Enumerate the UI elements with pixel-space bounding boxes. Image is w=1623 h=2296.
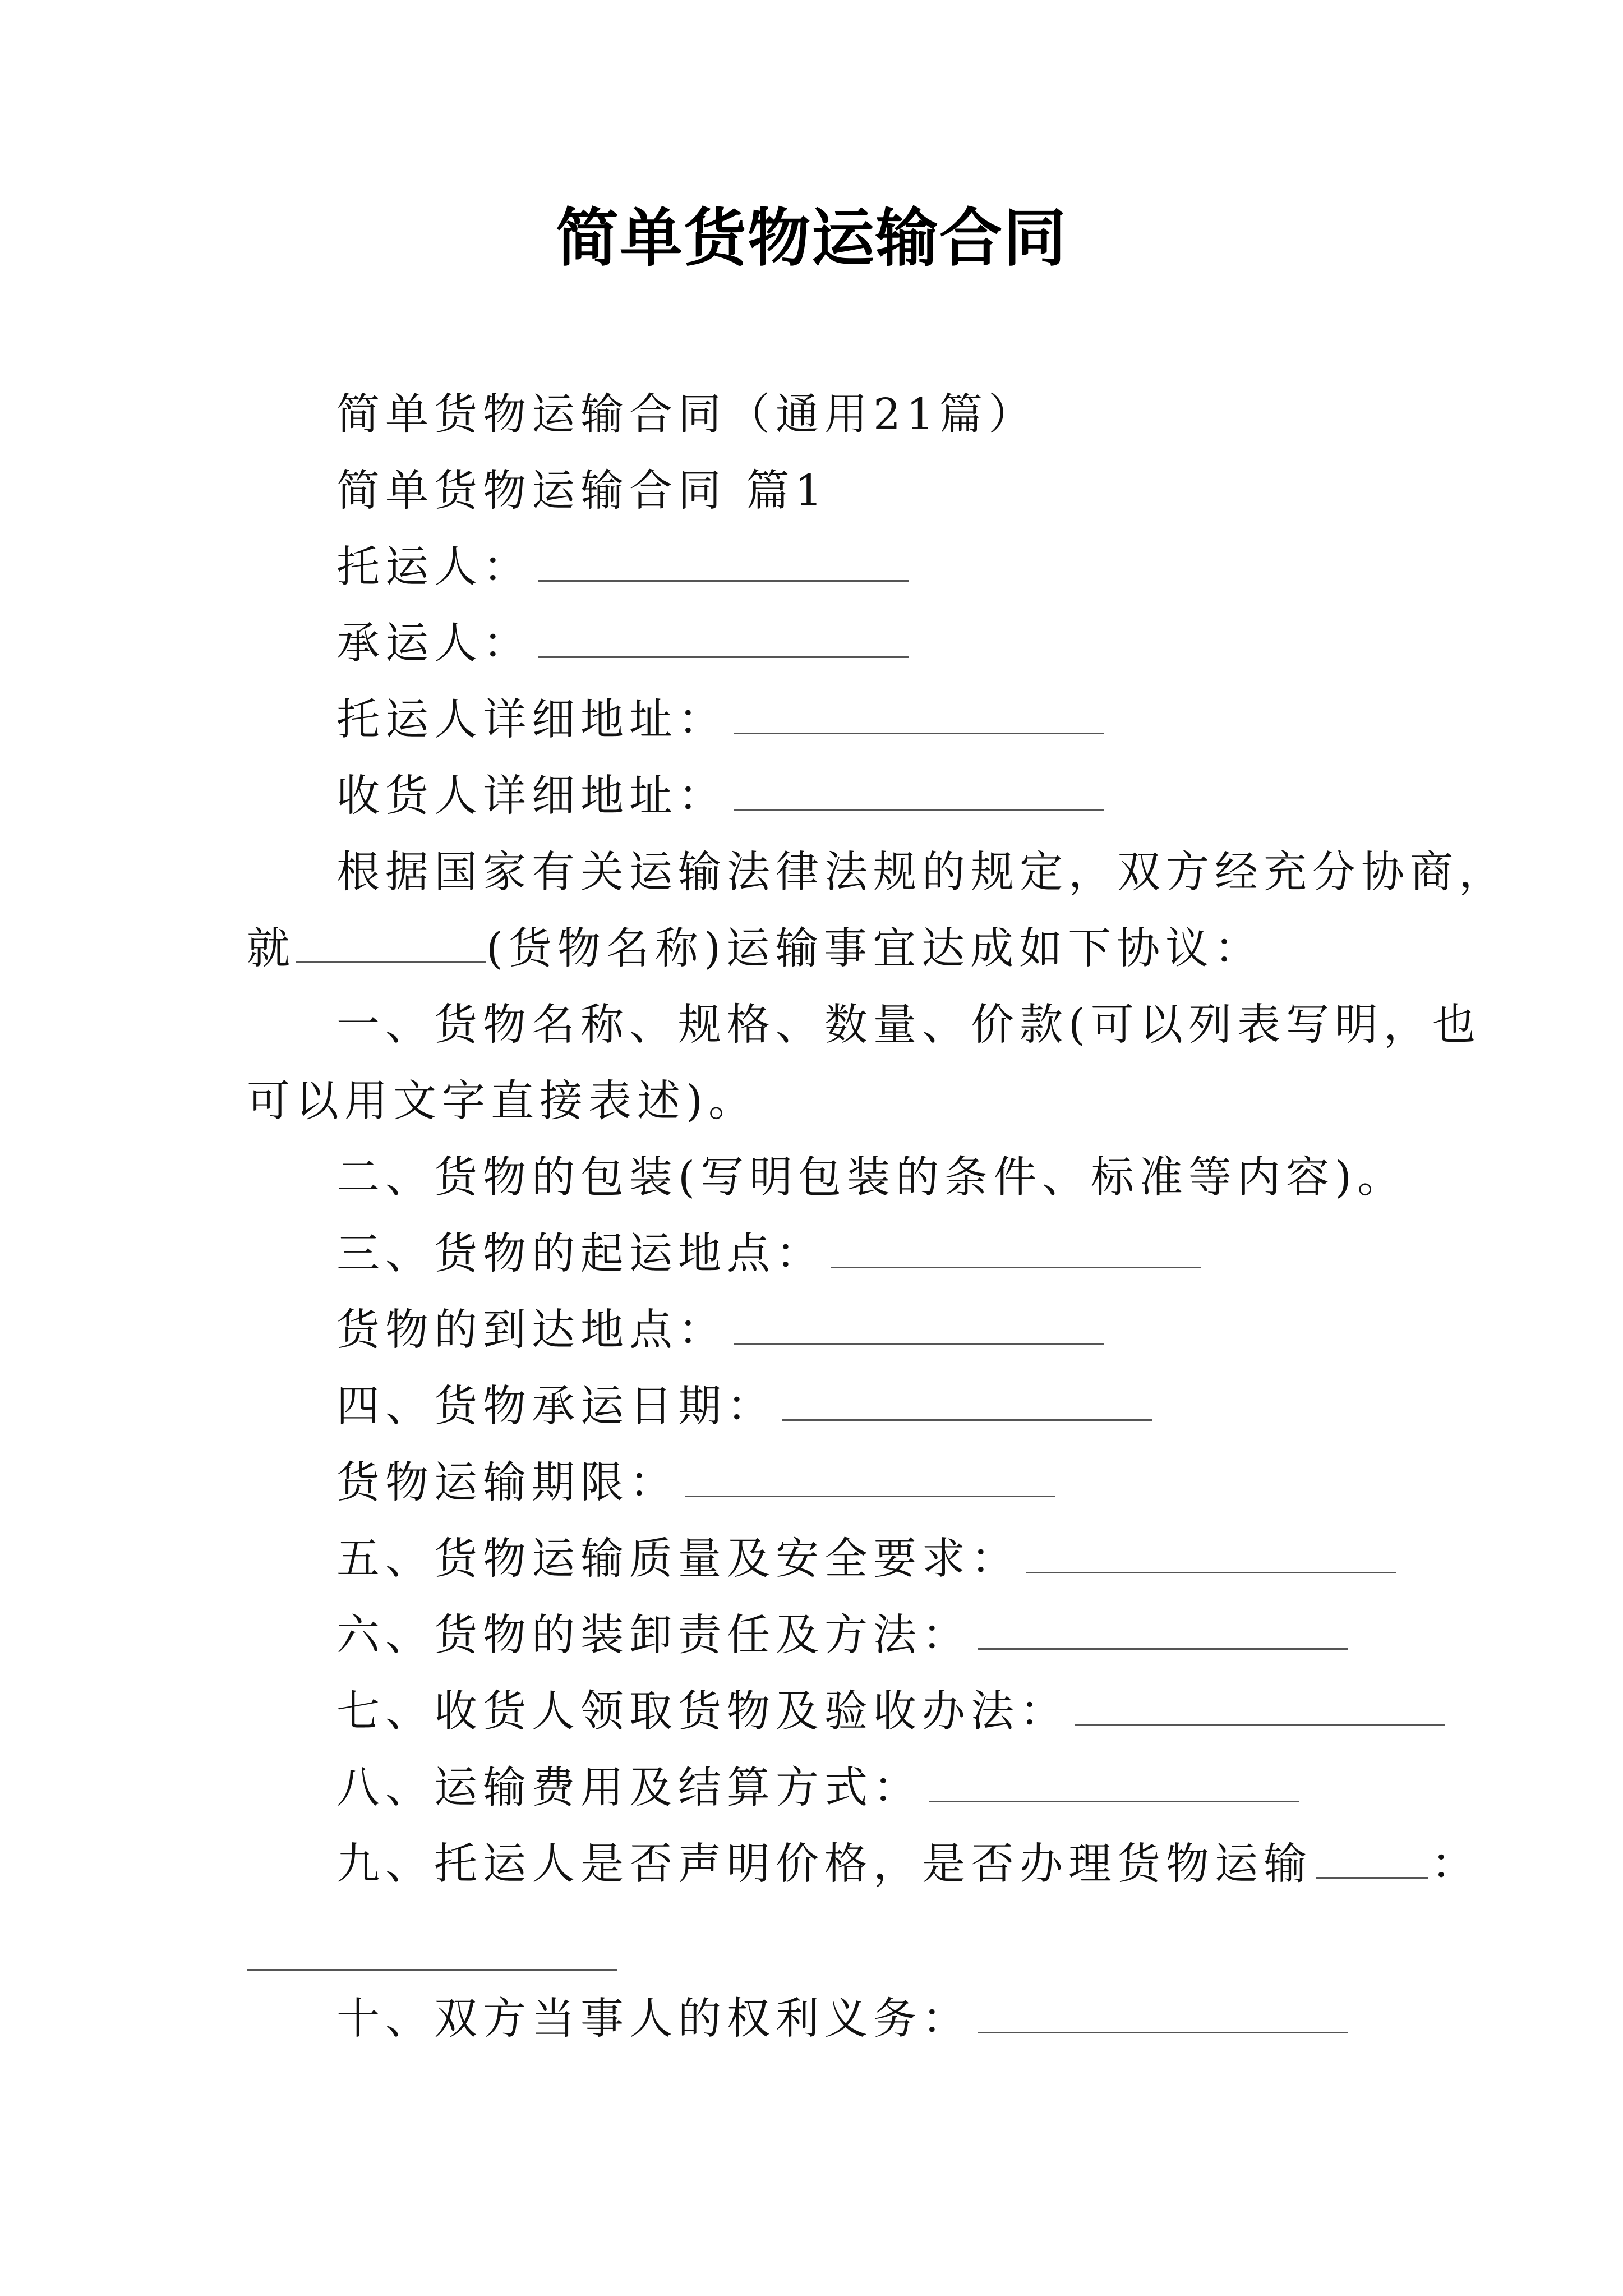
- clause-3b-label: 货物的到达地点：: [336, 1305, 727, 1355]
- carrier-label: 承运人：: [336, 619, 532, 669]
- clause-4a: [336, 1379, 1152, 1435]
- clause-1-line-2: 可以用文字直接表述)。: [247, 1076, 758, 1126]
- clause-6-label: 六、货物的装卸责任及方法：: [336, 1611, 971, 1660]
- preamble-line-2: [247, 921, 1263, 977]
- clause-10-label: 十、双方当事人的权利义务：: [336, 1994, 971, 2044]
- preamble-prefix: 就: [247, 924, 296, 974]
- section-heading: 简单货物运输合同 篇1: [336, 466, 828, 516]
- clause-2: 二、货物的包装(写明包装的条件、标准等内容)。: [336, 1153, 1407, 1203]
- shipper-address-label: 托运人详细地址：: [336, 695, 727, 745]
- document-title: 简单货物运输合同: [556, 201, 1067, 275]
- quality-blank: [1026, 1533, 1396, 1573]
- subtitle: 简单货物运输合同（通用21篇）: [336, 390, 1037, 440]
- clause-6: [336, 1608, 1348, 1664]
- clause-4b-label: 货物运输期限：: [336, 1458, 678, 1508]
- acceptance-blank: [1075, 1685, 1445, 1726]
- clause-7-label: 七、收货人领取货物及验收办法：: [336, 1687, 1068, 1737]
- clause-9: [336, 1837, 1480, 1893]
- rights-blank: [978, 1993, 1348, 2033]
- clause-8-label: 八、运输费用及结算方式：: [336, 1763, 922, 1813]
- clause-4b: [336, 1455, 1055, 1511]
- shipper-label: 托运人：: [336, 542, 532, 592]
- shipper-blank: [538, 541, 909, 582]
- carrier-blank: [538, 617, 909, 658]
- clause-9-answer-blank: [247, 1969, 617, 1971]
- clause-3a-label: 三、货物的起运地点：: [336, 1229, 824, 1279]
- insurance-blank: [1316, 1838, 1428, 1879]
- clause-9-label: 九、托运人是否声明价格，是否办理货物运输: [336, 1839, 1312, 1889]
- origin-blank: [831, 1227, 1201, 1268]
- goods-name-blank: [296, 922, 486, 963]
- clause-4a-label: 四、货物承运日期：: [336, 1382, 776, 1432]
- clause-1-line-1: 一、货物名称、规格、数量、价款(可以列表写明，也: [336, 1000, 1482, 1050]
- shipper-field: [336, 540, 909, 596]
- clause-10: [336, 1991, 1348, 2047]
- clause-5: [336, 1531, 1396, 1588]
- clause-3a: [336, 1226, 1201, 1282]
- clause-9-colon: ：: [1431, 1839, 1480, 1889]
- shipper-address-blank: [734, 693, 1104, 734]
- consignee-address-label: 收货人详细地址：: [336, 771, 727, 821]
- loading-blank: [978, 1609, 1348, 1650]
- clause-7: [336, 1684, 1445, 1740]
- destination-blank: [734, 1304, 1104, 1345]
- clause-8: [336, 1760, 1299, 1816]
- fees-blank: [929, 1761, 1299, 1802]
- consignee-address-blank: [734, 770, 1104, 811]
- transport-period-blank: [685, 1456, 1055, 1497]
- preamble-line-1: 根据国家有关运输法律法规的规定，双方经充分协商，: [336, 848, 1507, 898]
- shipping-date-blank: [782, 1380, 1152, 1421]
- clause-5-label: 五、货物运输质量及安全要求：: [336, 1534, 1020, 1584]
- consignee-address-field: [336, 769, 1104, 825]
- carrier-field: [336, 616, 909, 672]
- clause-3b: [336, 1303, 1104, 1359]
- shipper-address-field: [336, 692, 1104, 748]
- preamble-suffix: (货物名称)运输事宜达成如下协议：: [486, 924, 1264, 974]
